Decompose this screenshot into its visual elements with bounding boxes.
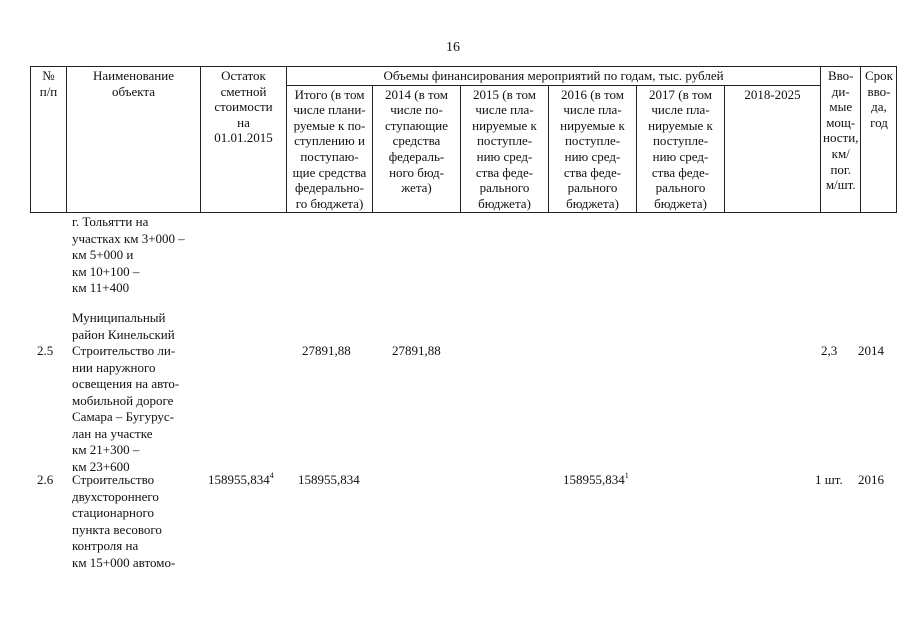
total-value: 158955,834 xyxy=(298,472,360,487)
object-name: Строительство ли- нии наружного освещения на авто- мобильной дороге Самара – Бугурус- лан на участке км 21+300 – км 23+600 xyxy=(72,343,180,474)
row-number: 2.6 xyxy=(37,472,54,487)
deadline-value: 2016 xyxy=(858,472,884,487)
page-number: 16 xyxy=(446,40,460,55)
row-number: 2.5 xyxy=(37,343,54,358)
header-remainder: Остаток сметной стоимости на 01.01.2015 xyxy=(201,67,287,213)
value-2016-amount: 158955,834 xyxy=(563,472,625,487)
continuation-text: г. Тольятти на участках км 3+000 – км 5+000 и км 10+100 – км 11+400 xyxy=(72,214,185,295)
header-total: Итого (в том числе плани- руемые к по- ступлению и поступаю- щие средства федерально- го бюджета) xyxy=(287,85,373,213)
header-2016: 2016 (в том числе пла- нируемые к поступле- нию сред- ства феде- рального бюджета) xyxy=(549,85,637,213)
table-header xyxy=(30,66,897,213)
header-capacity: Вво- ди- мые мощ- ности, км/ пог. м/шт. xyxy=(821,67,861,213)
header-object-name: Наименование объекта xyxy=(67,67,201,213)
header-deadline: Срок вво- да, год xyxy=(861,67,897,213)
deadline-value: 2014 xyxy=(858,343,884,358)
section-title: Муниципальный район Кинельский xyxy=(72,310,175,342)
object-name: Строительство двухстороннего стационарного пункта весового контроля на км 15+000 автомо- xyxy=(72,472,176,570)
value-2016 xyxy=(563,472,629,489)
header-2018-2025: 2018-2025 xyxy=(725,85,821,213)
remainder-footnote: 4 xyxy=(269,471,274,480)
capacity-value: 2,3 xyxy=(821,343,838,358)
header-2015: 2015 (в том числе пла- нируемые к поступле- нию сред- ства феде- рального бюджета) xyxy=(461,85,549,213)
value-2014: 27891,88 xyxy=(392,343,441,358)
value-2016-footnote: 1 xyxy=(624,471,629,480)
header-number: № п/п xyxy=(31,67,67,213)
header-2017: 2017 (в том числе пла- нируемые к поступле- нию сред- ства феде- рального бюджета) xyxy=(637,85,725,213)
remainder-amount: 158955,834 xyxy=(208,472,270,487)
header-2014: 2014 (в том числе по- ступающие средства федераль- ного бюд- жета) xyxy=(373,85,461,213)
total-value: 27891,88 xyxy=(302,343,351,358)
header-funding-group: Объемы финансирования мероприятий по годам, тыс. рублей xyxy=(287,67,821,86)
remainder-value xyxy=(208,472,274,489)
capacity-value: 1 шт. xyxy=(815,472,843,487)
